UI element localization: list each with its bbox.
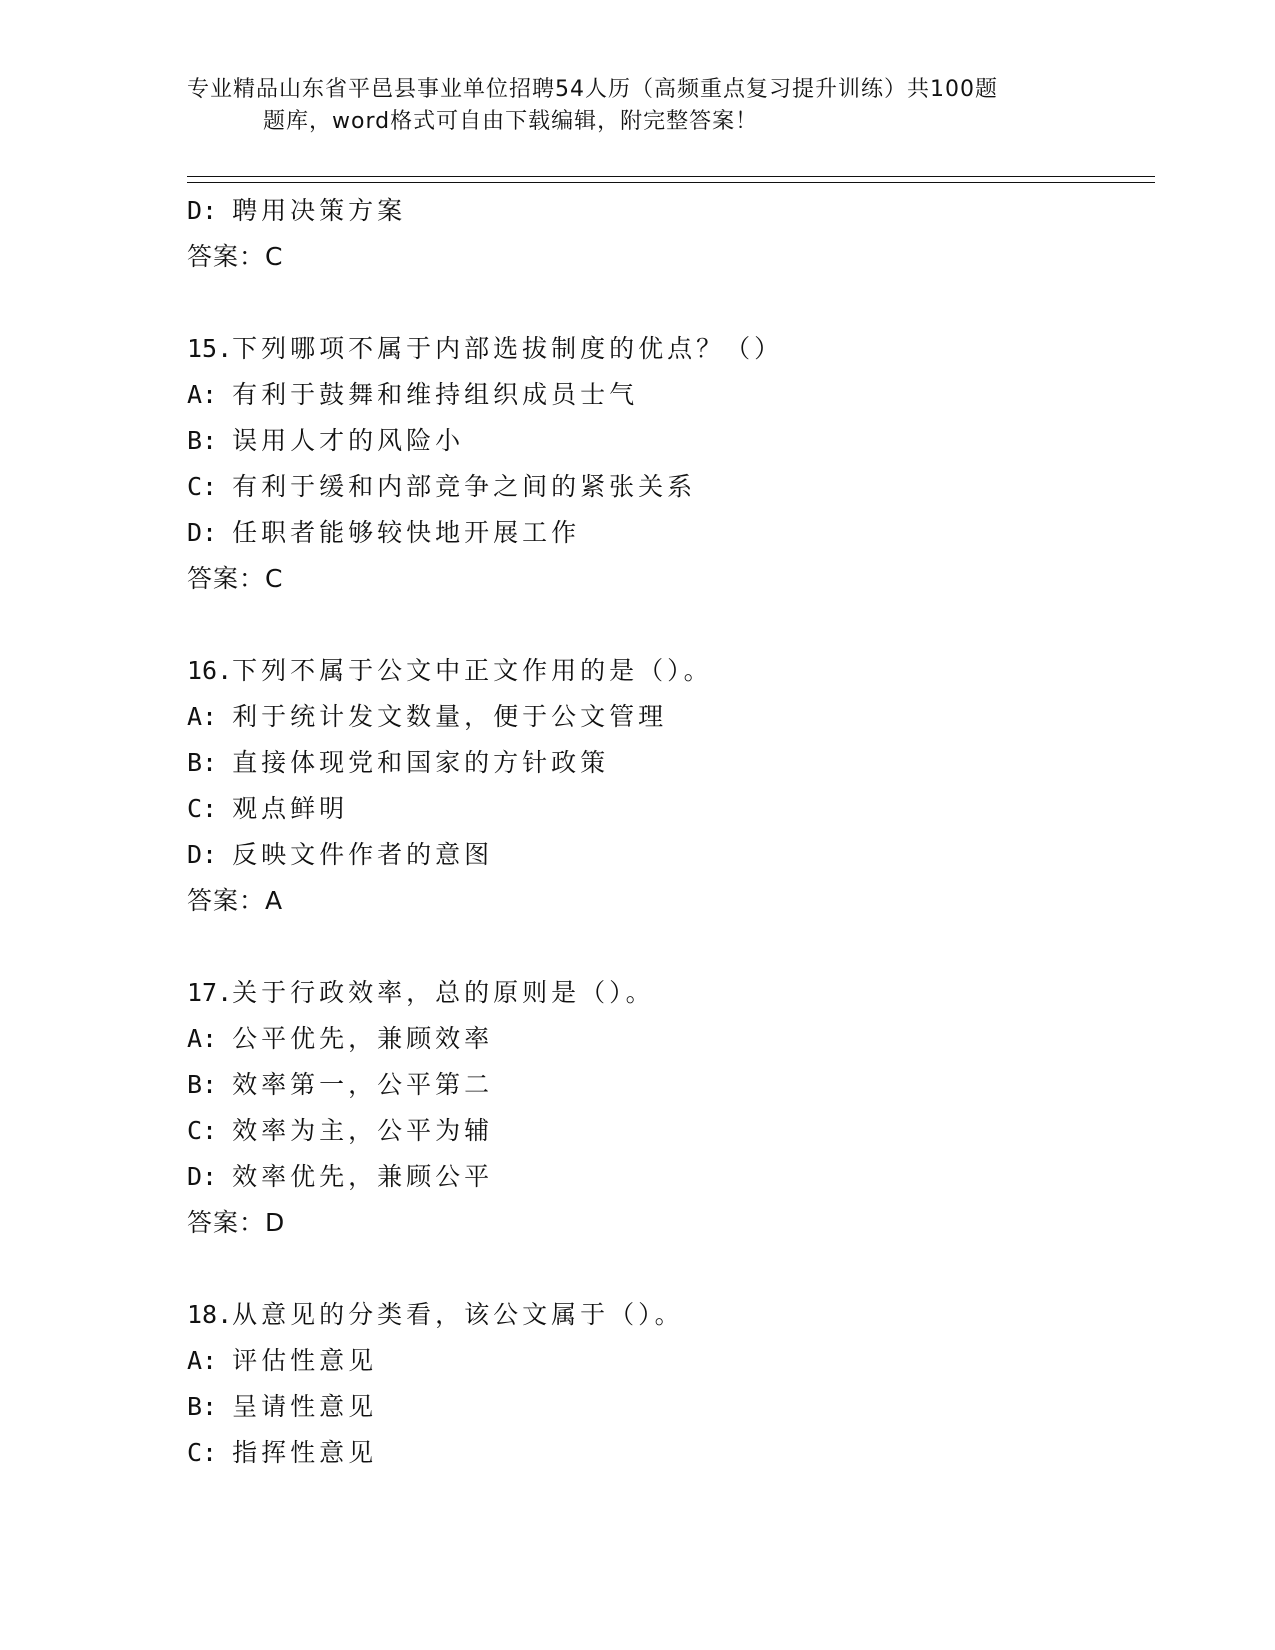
option-item xyxy=(187,1384,1147,1430)
answer-value: C xyxy=(265,242,284,271)
option-label: A: xyxy=(187,702,233,731)
question-stem: 下列哪项不属于内部选拔制度的优点？（） xyxy=(232,334,784,363)
answer-label: 答案： xyxy=(187,886,266,915)
option-text: 有利于缓和内部竞争之间的紧张关系 xyxy=(232,472,697,501)
option-item xyxy=(187,1108,1147,1154)
option-item xyxy=(187,694,1147,740)
option-item xyxy=(187,510,1147,556)
option-label: D: xyxy=(187,1162,233,1191)
option-label: A: xyxy=(187,1346,233,1375)
option-label: D: xyxy=(187,196,233,225)
header-divider-top xyxy=(187,176,1155,177)
option-text: 公平优先，兼顾效率 xyxy=(232,1024,494,1053)
option-text: 效率为主，公平为辅 xyxy=(232,1116,494,1145)
option-text: 反映文件作者的意图 xyxy=(232,840,494,869)
option-item xyxy=(187,832,1147,878)
header-divider-bottom xyxy=(187,182,1155,183)
option-item xyxy=(187,418,1147,464)
question-block xyxy=(187,648,1147,924)
option-label: A: xyxy=(187,1024,233,1053)
answer-value: D xyxy=(265,1208,286,1237)
option-item xyxy=(187,372,1147,418)
option-text: 呈请性意见 xyxy=(232,1392,378,1421)
question-number: 17. xyxy=(187,978,233,1007)
option-label: A: xyxy=(187,380,233,409)
option-label: B: xyxy=(187,748,233,777)
option-text: 任职者能够较快地开展工作 xyxy=(232,518,581,547)
answer-line xyxy=(187,878,1147,924)
option-item xyxy=(187,740,1147,786)
option-label: C: xyxy=(187,1438,233,1467)
option-item xyxy=(187,1016,1147,1062)
question-list xyxy=(187,188,1147,1476)
question-text xyxy=(187,326,1147,372)
answer-line xyxy=(187,556,1147,602)
option-label: B: xyxy=(187,426,233,455)
option-item xyxy=(187,1154,1147,1200)
question-spacer xyxy=(187,1246,1147,1292)
question-block xyxy=(187,1292,1147,1476)
header-title-line1: 专业精品山东省平邑县事业单位招聘54人历（高频重点复习提升训练）共100题 xyxy=(187,77,998,102)
option-text: 效率优先，兼顾公平 xyxy=(232,1162,494,1191)
question-spacer xyxy=(187,602,1147,648)
question-text xyxy=(187,648,1147,694)
question-stem: 从意见的分类看，该公文属于（）。 xyxy=(232,1300,684,1329)
option-label: C: xyxy=(187,472,233,501)
option-text: 有利于鼓舞和维持组织成员士气 xyxy=(232,380,639,409)
question-block xyxy=(187,970,1147,1246)
question-block xyxy=(187,326,1147,602)
header-title-line2: 题库，word格式可自由下载编辑，附完整答案！ xyxy=(263,109,759,134)
option-item xyxy=(187,1338,1147,1384)
option-text: 效率第一，公平第二 xyxy=(232,1070,494,1099)
question-block xyxy=(187,188,1147,280)
question-number: 18. xyxy=(187,1300,233,1329)
option-text: 利于统计发文数量，便于公文管理 xyxy=(232,702,668,731)
option-item xyxy=(187,464,1147,510)
answer-value: C xyxy=(265,564,284,593)
option-text: 误用人才的风险小 xyxy=(232,426,465,455)
option-label: B: xyxy=(187,1392,233,1421)
option-label: B: xyxy=(187,1070,233,1099)
answer-label: 答案： xyxy=(187,1208,266,1237)
question-number: 16. xyxy=(187,656,233,685)
question-stem: 下列不属于公文中正文作用的是（）。 xyxy=(232,656,713,685)
option-label: C: xyxy=(187,794,233,823)
option-item xyxy=(187,786,1147,832)
question-spacer xyxy=(187,924,1147,970)
option-text: 直接体现党和国家的方针政策 xyxy=(232,748,610,777)
option-text: 指挥性意见 xyxy=(232,1438,378,1467)
question-text xyxy=(187,970,1147,1016)
question-stem: 关于行政效率，总的原则是（）。 xyxy=(232,978,655,1007)
option-text: 观点鲜明 xyxy=(232,794,349,823)
option-text: 评估性意见 xyxy=(232,1346,378,1375)
option-item xyxy=(187,188,1147,234)
answer-label: 答案： xyxy=(187,564,266,593)
option-item xyxy=(187,1430,1147,1476)
option-item xyxy=(187,1062,1147,1108)
document-header xyxy=(187,74,1087,138)
option-label: D: xyxy=(187,840,233,869)
question-number: 15. xyxy=(187,334,233,363)
answer-line xyxy=(187,234,1147,280)
answer-line xyxy=(187,1200,1147,1246)
question-spacer xyxy=(187,280,1147,326)
option-label: D: xyxy=(187,518,233,547)
answer-value: A xyxy=(265,886,284,915)
question-text xyxy=(187,1292,1147,1338)
answer-label: 答案： xyxy=(187,242,266,271)
option-text: 聘用决策方案 xyxy=(232,196,407,225)
option-label: C: xyxy=(187,1116,233,1145)
